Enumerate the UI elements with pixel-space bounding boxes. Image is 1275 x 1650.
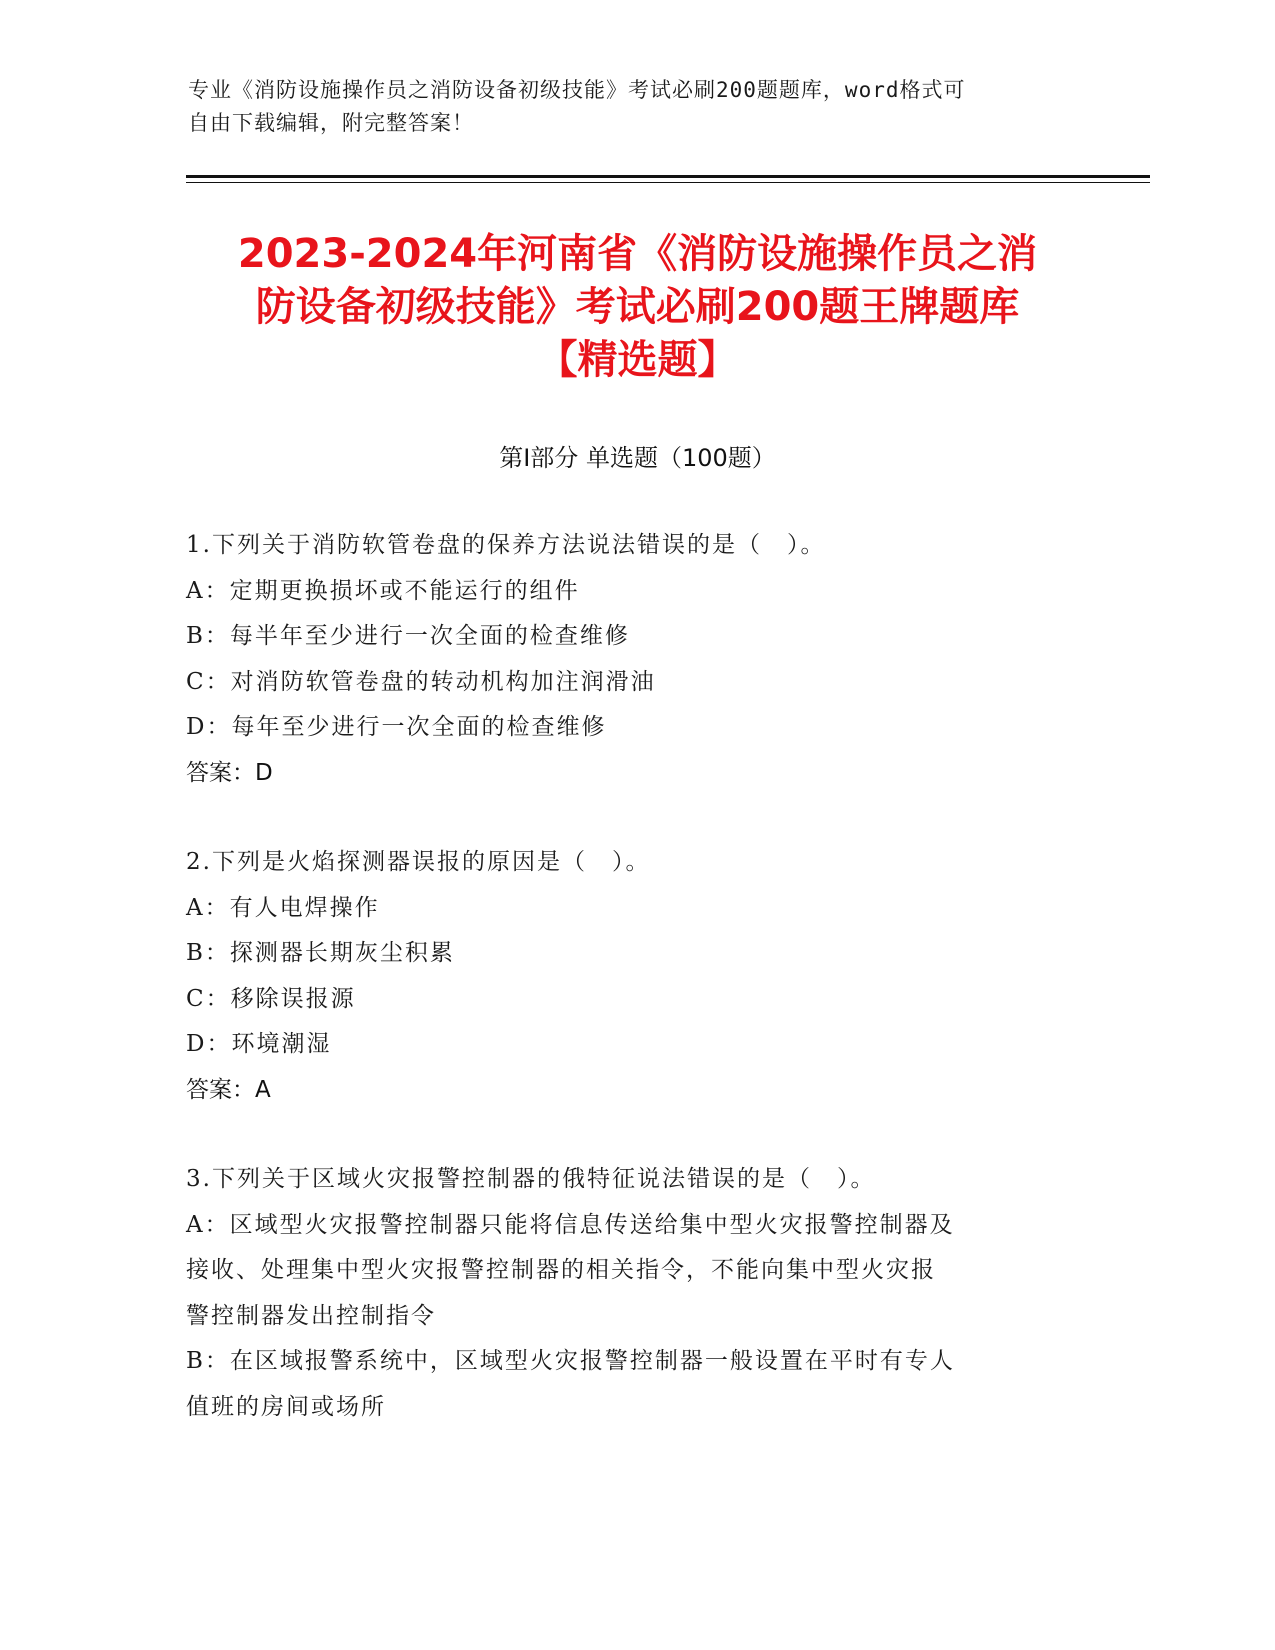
document-title (140, 228, 1135, 387)
option-c: C：移除误报源 (186, 985, 356, 1012)
option-a: A：有人电焊操作 (186, 894, 380, 921)
question-2 (186, 840, 1086, 1113)
option-a-line-3: 警控制器发出控制指令 (186, 1302, 436, 1329)
question-stem: 3.下列关于区域火灾报警控制器的俄特征说法错误的是（ ）。 (186, 1166, 876, 1192)
header-note-line-1: 专业《消防设施操作员之消防设备初级技能》考试必刷200题题库，word格式可 (188, 78, 966, 102)
option-b-line-1: B：在区域报警系统中，区域型火灾报警控制器一般设置在平时有专人 (186, 1348, 955, 1374)
question-list (186, 523, 1086, 1474)
header-note (188, 74, 1068, 140)
section-heading: 第I部分 单选题（100题） (499, 444, 776, 472)
header-divider-thin (186, 182, 1150, 183)
answer: 答案：A (186, 1076, 271, 1103)
option-b: B：探测器长期灰尘积累 (186, 940, 455, 966)
answer: 答案：D (186, 759, 273, 786)
option-b: B：每半年至少进行一次全面的检查维修 (186, 623, 630, 649)
question-stem: 1.下列关于消防软管卷盘的保养方法说法错误的是（ ）。 (186, 532, 826, 558)
document-title-line-1: 2023-2024年河南省《消防设施操作员之消 (237, 231, 1038, 277)
header-note-line-2: 自由下载编辑，附完整答案！ (188, 111, 474, 135)
option-a-line-2: 接收、处理集中型火灾报警控制器的相关指令，不能向集中型火灾报 (186, 1257, 936, 1283)
option-d: D：每年至少进行一次全面的检查维修 (186, 714, 607, 740)
option-a-line-1: A：区域型火灾报警控制器只能将信息传送给集中型火灾报警控制器及 (186, 1211, 955, 1238)
option-a: A：定期更换损坏或不能运行的组件 (186, 577, 580, 604)
option-c: C：对消防软管卷盘的转动机构加注润滑油 (186, 668, 656, 695)
document-title-line-3: 【精选题】 (537, 337, 738, 383)
question-1 (186, 523, 1086, 796)
question-stem: 2.下列是火焰探测器误报的原因是（ ）。 (186, 849, 651, 875)
option-d: D：环境潮湿 (186, 1031, 332, 1057)
document-title-line-2: 防设备初级技能》考试必刷200题王牌题库 (255, 284, 1020, 330)
question-3 (186, 1157, 1086, 1430)
option-b-line-2: 值班的房间或场所 (186, 1393, 386, 1420)
header-divider-thick (186, 175, 1150, 178)
